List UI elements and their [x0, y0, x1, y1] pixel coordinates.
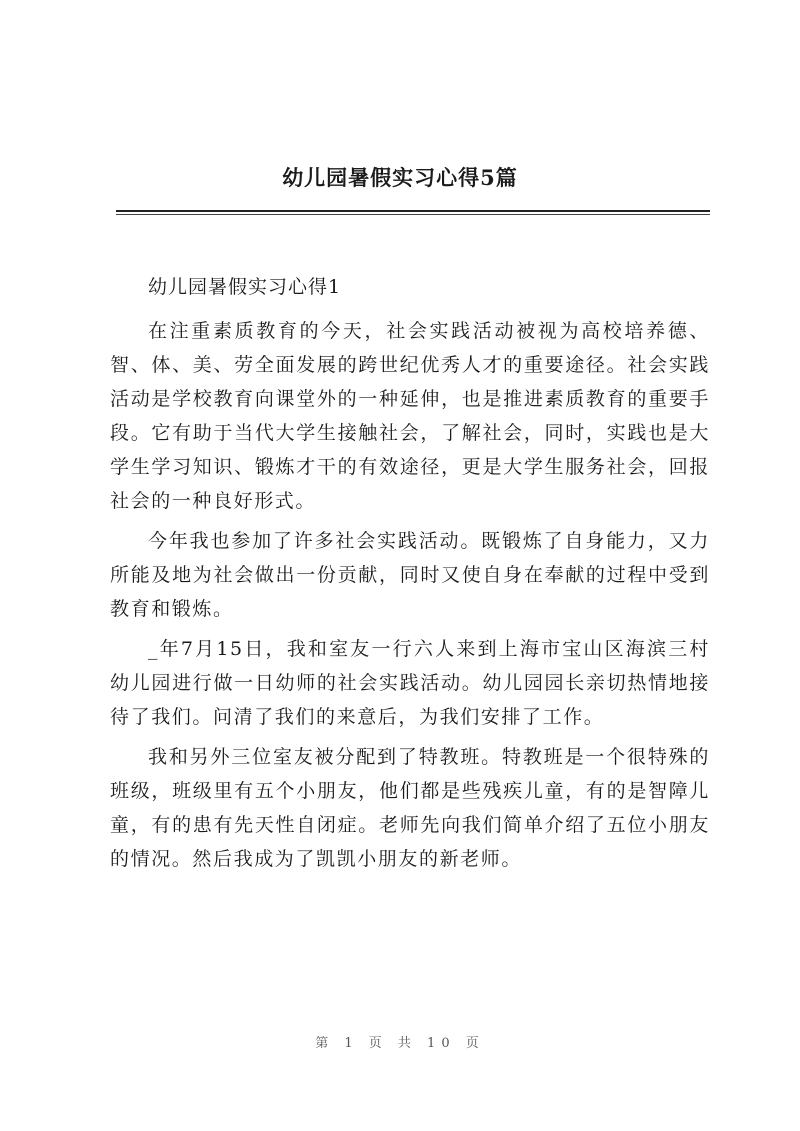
document-body: [110, 270, 710, 876]
paragraph-1: 在注重素质教育的今天，社会实践活动被视为高校培养德、智、体、美、劳全面发展的跨世纪优秀人才的重要途径。社会实践活动是学校教育向课堂外的一种延伸，也是推进素质教育的重要手段。它有助于当代大学生接触社会，了解社会，同时，实践也是大学生学习知识、锻炼才干的有效途径，更是大学生服务社会，回报社会的一种良好形式。: [110, 320, 710, 512]
section-heading: 幼儿园暑假实习心得1: [148, 276, 342, 298]
page-number: 第 1 页 共 10 页: [315, 1036, 485, 1051]
paragraph-3: _年7月15日，我和室友一行六人来到上海市宝山区海滨三村幼儿园进行做一日幼师的社会实践活动。幼儿园园长亲切热情地接待了我们。问清了我们的来意后，为我们安排了工作。: [110, 638, 710, 728]
title-divider-thin: [116, 214, 710, 215]
document-title: 幼儿园暑假实习心得5篇: [282, 165, 518, 190]
paragraph-2: 今年我也参加了许多社会实践活动。既锻炼了自身能力，又力所能及地为社会做出一份贡献，同时又使自身在奉献的过程中受到教育和锻炼。: [110, 530, 710, 620]
paragraph-4: 我和另外三位室友被分配到了特教班。特教班是一个很特殊的班级，班级里有五个小朋友，他们都是些残疾儿童，有的是智障儿童，有的患有先天性自闭症。老师先向我们简单介绍了五位小朋友的情况。然后我成为了凯凯小朋友的新老师。: [110, 746, 710, 870]
title-divider: [116, 210, 710, 212]
